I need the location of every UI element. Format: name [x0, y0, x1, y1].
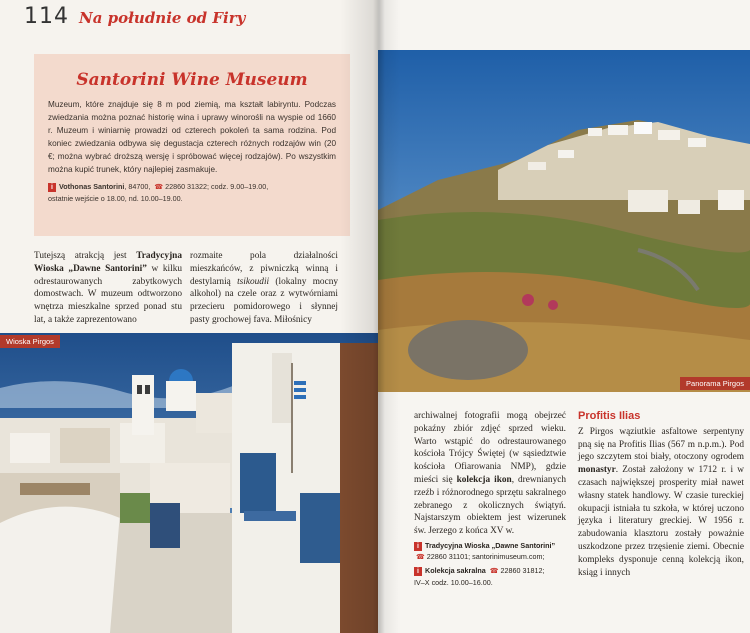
- poi-name: Kolekcja sakralna: [425, 565, 486, 575]
- page-number: 114: [24, 4, 69, 29]
- text-run: Z Pirgos wąziutkie asfaltowe serpentyny pną się na Profitis Ilias (567 m n.p.m.). Pod jego szczytem stoi biały, otoczony ogrodem: [578, 426, 744, 463]
- phone-icon: ☎: [416, 553, 425, 561]
- section-title: Profitis Ilias: [578, 410, 641, 422]
- village-illustration: [0, 333, 378, 633]
- box-info-rest: , 84700,: [124, 182, 151, 191]
- text-run: Tutejszą atrakcją jest: [34, 251, 137, 261]
- poi-phone: 22860 31812;: [500, 565, 545, 575]
- box-info-phone: 22860 31322; codz. 9.00–19.00,: [165, 182, 269, 191]
- right-column-1: [414, 410, 566, 588]
- bold-run: monastyr: [578, 465, 616, 476]
- italic-run: tsikoudii: [237, 276, 270, 287]
- photo-pirgos-panorama: [378, 50, 750, 392]
- info-icon: i: [48, 183, 56, 192]
- phone-icon: ☎: [489, 567, 499, 575]
- phone-icon: ☎: [154, 184, 164, 191]
- box-info: [48, 181, 336, 204]
- left-column-1: [34, 250, 182, 327]
- left-column-2: [190, 250, 338, 327]
- folio: [24, 4, 245, 29]
- bold-run: kolekcja ikon: [456, 474, 512, 485]
- text-run: , drewnianych rzeźb i różnorodnego sprzętu sakralnego zebranego z okolicznych świątyń. Najstarszym obiektem jest wizerunek św. Jerzego z końca XV w.: [414, 474, 567, 537]
- info-box-wine-museum: [34, 54, 350, 236]
- poi-phone: 22860 31101; santorinimuseum.com;: [426, 551, 545, 561]
- box-info-name: Vothonas Santorini: [59, 182, 125, 191]
- right-column-2: [578, 410, 744, 588]
- text-run: . Został założony w 1712 r. i w czasach największej prosperity miał nawet własny statek handlowy. W czasie tureckiej okupacji istniała tu szkoła, w której uczono języka i literatury greckiej. W 1956 r. zabudowania klasztoru zostały poważnie uszkodzone przez trzęsienie ziemi. Obecnie kompleks dysponuje cenną kolekcją ikon, ksiąg i innych: [578, 465, 744, 578]
- text-run: rozmaite pola działalności mieszkańców, z piwniczką winną i destylarnią: [190, 251, 338, 287]
- photo-pirgos-village: [0, 333, 378, 633]
- right-page: [378, 0, 750, 633]
- poi-hours: IV–X codz. 10.00–16.00.: [414, 577, 493, 587]
- left-text-columns: [34, 250, 338, 327]
- text-run: (lokalny mocny alkohol) na czele oraz z wytwórniami przecieru pomidorowego i słynnej pasty grochowej fava. Miłośnicy: [190, 276, 338, 325]
- poi-tradycyjna-wioska: [414, 540, 566, 563]
- bold-run: Tradycyjna Wioska „Dawne Santorini”: [34, 251, 182, 274]
- panorama-illustration: [378, 50, 750, 392]
- text-run: archiwalnej fotografii mogą obejrzeć pokaźny zbiór zdjęć sprzed wieku. Warto wstąpić do odrestaurowanego kościoła Trójcy Świętej (w sąsiedztwie kościoła Ofiarowania NMP), gdzie mieści się: [414, 411, 566, 485]
- box-text: Muzeum, które znajduje się 8 m pod ziemią, ma kształt labiryntu. Podczas zwiedzania można poznać historię wina i uprawy winorośli na wyspie od 1660 r. Muzeum i winiarnię prowadzi od czterech pokoleń ta sama rodzina. Pod koniec zwiedzania odbywa się degustacja czterech różnych rodzajów win (20 €; można wybrać droższą wersję i spróbować więcej rodzajów). Po wszystkim można kupić trunek, który najlepiej zasmakuje.: [48, 100, 336, 174]
- info-icon: i: [414, 567, 422, 576]
- poi-kolekcja-sakralna: [414, 565, 566, 588]
- info-icon: i: [414, 542, 422, 551]
- text-run: w kilku odrestaurowanych zabytkowych domostwach. W muzeum odtworzono wnętrza mieszkalne sprzed ponad stu lat, a także zaprezentowano: [34, 263, 182, 325]
- photo-caption-left: Wioska Pirgos: [0, 335, 60, 348]
- poi-name: Tradycyjna Wioska „Dawne Santorini”: [425, 540, 556, 550]
- running-head: Na południe od Firy: [79, 9, 246, 27]
- right-text-columns: [414, 410, 744, 588]
- photo-caption-right: Panorama Pirgos: [680, 377, 750, 390]
- box-title: Santorini Wine Museum: [76, 70, 308, 90]
- box-info-line2: ostatnie wejście o 18.00, nd. 10.00–19.00.: [48, 194, 183, 203]
